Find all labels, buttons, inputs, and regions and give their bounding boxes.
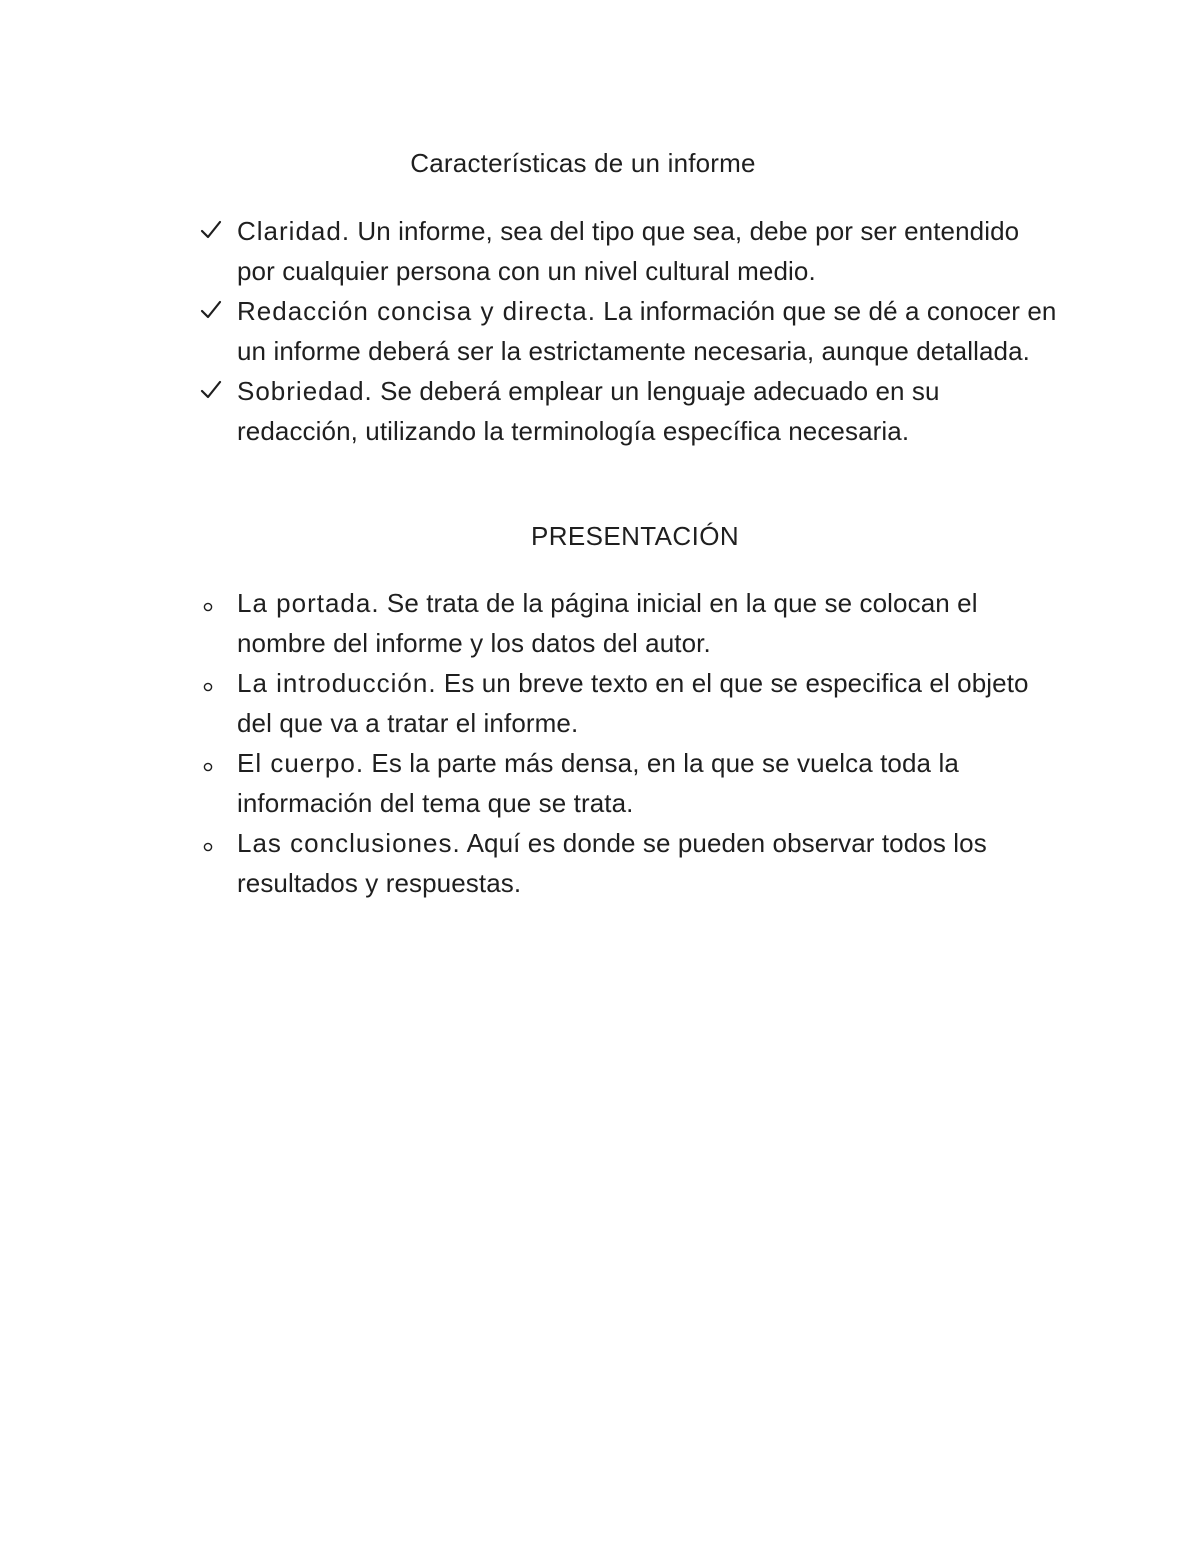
item-term: La portada. (237, 588, 380, 618)
item-text: Aquí es donde se pueden observar todos los resultados y respuestas. (237, 828, 987, 898)
item-term: Redacción concisa y directa. (237, 296, 596, 326)
circle-bullet-icon (203, 682, 213, 692)
list-item-cuerpo (237, 743, 1057, 823)
list-item-introduccion (237, 663, 1057, 743)
presentation-title: PRESENTACIÓN (530, 521, 739, 551)
check-icon (200, 300, 222, 320)
list-item-portada (237, 583, 1057, 663)
characteristics-list (237, 211, 1057, 451)
item-text: Es un breve texto en el que se especifica el objeto del que va a tratar el informe. (237, 668, 1029, 738)
item-term: Claridad. (237, 216, 351, 246)
item-text: La información que se dé a conocer en un informe deberá ser la estrictamente necesaria, aunque detallada. (237, 296, 1057, 366)
item-term: Las conclusiones. (237, 828, 461, 858)
circle-bullet-icon (203, 842, 213, 852)
list-item-claridad (237, 211, 1057, 291)
item-term: Sobriedad. (237, 376, 373, 406)
item-term: El cuerpo. (237, 748, 365, 778)
presentation-list (237, 583, 1057, 903)
list-item-redaccion (237, 291, 1057, 371)
circle-bullet-icon (203, 762, 213, 772)
item-term: La introducción. (237, 668, 437, 698)
circle-bullet-icon (203, 602, 213, 612)
document-title: Características de un informe (410, 148, 756, 178)
item-text: Un informe, sea del tipo que sea, debe por ser entendido por cualquier persona con un nivel cultural medio. (237, 216, 1020, 286)
item-text: Es la parte más densa, en la que se vuelca toda la información del tema que se trata. (237, 748, 959, 818)
check-icon (200, 380, 222, 400)
check-icon (200, 220, 222, 240)
list-item-conclusiones (237, 823, 1057, 903)
item-text: Se deberá emplear un lenguaje adecuado en su redacción, utilizando la terminología específica necesaria. (237, 376, 940, 446)
list-item-sobriedad (237, 371, 1057, 451)
item-text: Se trata de la página inicial en la que se colocan el nombre del informe y los datos del autor. (237, 588, 978, 658)
